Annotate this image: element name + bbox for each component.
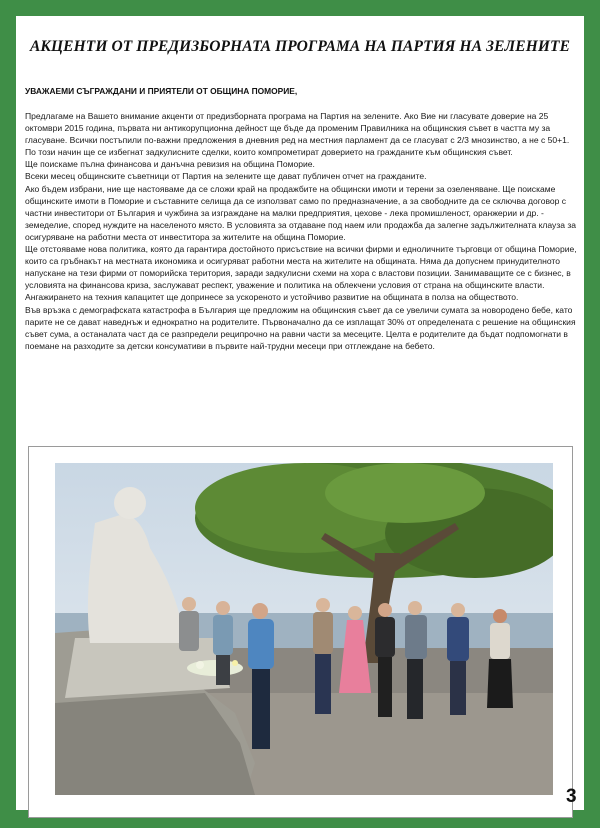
paragraph: Ако бъдем избрани, ние ще настояваме да се сложи край на продажбите на общински имоти и терени за озеленяване. Ще поискаме общинските имоти в Поморие и съставните селища да се използват само по предназначение, а за свободните да се сключва договор с частни инвеститори от България и чужбина за изграждане на малки предприятия, цехове - лека промишленост, оранжерии и др. - земеделие, според нуждите на населеното място. В условията за отдаване под наем или продажба да залегне задължителната клауза за осигуряване на работни места от инвеститора за жителите на община Поморие.: [25, 183, 577, 242]
paragraph: Във връзка с демографската катастрофа в България ще предложим на общинския съвет да се увеличи сумата за новородено бебе, като парите не се дават наведнъж и еднократно на родителите. Първоначално да се изплащат 30% от определената с решение на общинския съвет сума, а останалата част да се разпредели реципрочно на равни части за месеците. Целта е родителите да бъдат подпомогнати в поемане на разходите за детски консумативи в първите най-трудни месеци при отглеждане на бебето.: [25, 304, 576, 351]
paragraph: Ще поискаме пълна финансова и данъчна ревизия на община Поморие.: [25, 159, 315, 170]
photo-frame: [28, 446, 573, 818]
paragraph: Ще отстояваме нова политика, която да гарантира достойното присъствие на всички фирми и едноличните търговци от община Поморие, които са гръбнакът на местната икономика и осигуряват работни места на жителите на общината. Няма да допуснем принудителното напускане на тези фирми от поморийска територия, заради задкулисни схеми на хора с властови позиции. Занимаващите се с бизнес, в условията на финансова криза, заслужават респект, уважение и политика на облекчени условия от страна на общинските власти. Ангажирането на техния капацитет ще допринесе за ускореното и устойчиво развитие на общината в полза на обществото.: [25, 244, 577, 303]
paragraph: Предлагаме на Вашето внимание акценти от предизборната програма на Партия на зелените. Ако Вие ни гласувате доверие на 25 октомври 2015 година, първата ни антикорупционна дейност ще бъде да променим Правилника на общинския съвет в частта му за гласуване. Всички постъпили по-важни предложения в дневния ред на местния парламент да се гласуват с 2/3 мнозинство, а не с 50+1. По този начин ще се избегнат задкулисните сделки, които компрометират доверието на гражданите към общинския съвет.: [25, 111, 570, 158]
photo-illustration: [55, 463, 553, 795]
event-photo: [55, 463, 553, 795]
flowers: [187, 660, 243, 676]
article-body: [25, 110, 578, 352]
page-number: 3: [566, 786, 577, 807]
article-title: АКЦЕНТИ ОТ ПРЕДИЗБОРНАТА ПРОГРАМА НА ПАРТИЯ НА ЗЕЛЕНИТЕ: [29, 38, 571, 55]
greeting: УВАЖАЕМИ СЪГРАЖДАНИ И ПРИЯТЕЛИ ОТ ОБЩИНА ПОМОРИЕ,: [25, 86, 298, 96]
page: [16, 16, 584, 810]
paragraph: Всеки месец общинските съветници от Партия на зелените ще дават публичен отчет на гражданите.: [25, 171, 427, 182]
